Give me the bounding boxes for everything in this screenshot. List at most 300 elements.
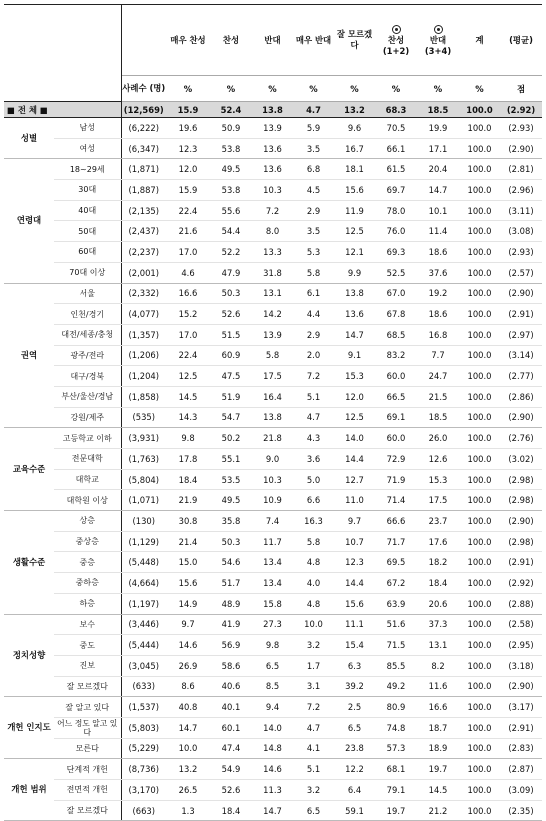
value-cell: 48.9	[210, 593, 252, 614]
sample-size-cell: (1,197)	[121, 593, 166, 614]
table-row	[4, 200, 542, 221]
value-cell: 69.7	[375, 180, 417, 201]
header-col-disagree-sum-label: 반대 (3+4)	[424, 34, 452, 56]
value-cell: 6.5	[293, 800, 334, 821]
value-cell: 100.0	[459, 221, 500, 242]
row-label: 남성	[54, 118, 121, 139]
value-cell: 54.6	[210, 552, 252, 573]
row-label: 진보	[54, 655, 121, 676]
total-cell: 52.4	[210, 102, 252, 118]
value-cell: 14.8	[252, 738, 293, 759]
value-cell: 52.6	[210, 780, 252, 801]
value-cell: 12.6	[417, 449, 459, 470]
group-label: 정치성향	[4, 614, 54, 697]
row-label: 대학교	[54, 469, 121, 490]
value-cell: 19.9	[417, 118, 459, 139]
value-cell: 67.2	[375, 573, 417, 594]
value-cell: 60.1	[210, 717, 252, 738]
unit-cell: %	[293, 76, 334, 102]
value-cell: 18.2	[417, 552, 459, 573]
value-cell: 100.0	[459, 697, 500, 718]
table-row	[4, 573, 542, 594]
value-cell: 22.4	[166, 345, 210, 366]
table-row	[4, 407, 542, 428]
value-cell: 21.9	[166, 490, 210, 511]
value-cell: 4.6	[166, 262, 210, 283]
row-label: 대구/경북	[54, 366, 121, 387]
value-cell: 2.9	[293, 200, 334, 221]
group-label: 성별	[4, 118, 54, 159]
header-row-labels	[4, 5, 542, 76]
value-cell: 18.4	[417, 573, 459, 594]
value-cell: 100.0	[459, 593, 500, 614]
total-cell: 4.7	[293, 102, 334, 118]
value-cell: 1.7	[293, 655, 334, 676]
value-cell: (3.11)	[500, 200, 542, 221]
value-cell: 15.9	[166, 180, 210, 201]
row-label: 부산/울산/경남	[54, 386, 121, 407]
value-cell: 80.9	[375, 697, 417, 718]
circled-dot-icon	[392, 25, 401, 34]
value-cell: 4.7	[293, 717, 334, 738]
value-cell: 13.9	[252, 118, 293, 139]
value-cell: 100.0	[459, 407, 500, 428]
sample-size-cell: (3,045)	[121, 655, 166, 676]
value-cell: 5.1	[293, 759, 334, 780]
value-cell: 60.0	[375, 366, 417, 387]
value-cell: (2.77)	[500, 366, 542, 387]
value-cell: 10.1	[417, 200, 459, 221]
value-cell: 12.0	[166, 159, 210, 180]
value-cell: 13.4	[252, 552, 293, 573]
value-cell: 100.0	[459, 180, 500, 201]
value-cell: 71.7	[375, 531, 417, 552]
table-row	[4, 759, 542, 780]
value-cell: 14.4	[334, 573, 375, 594]
value-cell: 26.9	[166, 655, 210, 676]
row-label: 대전/세종/충청	[54, 324, 121, 345]
value-cell: 16.8	[417, 324, 459, 345]
value-cell: 8.5	[252, 676, 293, 697]
value-cell: 18.5	[417, 407, 459, 428]
value-cell: 19.2	[417, 283, 459, 304]
table-row	[4, 552, 542, 573]
value-cell: 26.5	[166, 780, 210, 801]
value-cell: 51.9	[210, 386, 252, 407]
unit-cell: %	[334, 76, 375, 102]
value-cell: 12.5	[166, 366, 210, 387]
value-cell: 83.2	[375, 345, 417, 366]
value-cell: 18.1	[334, 159, 375, 180]
value-cell: 79.1	[375, 780, 417, 801]
value-cell: 3.5	[293, 221, 334, 242]
table-row	[4, 738, 542, 759]
value-cell: (2.91)	[500, 717, 542, 738]
value-cell: 100.0	[459, 366, 500, 387]
value-cell: 9.0	[252, 449, 293, 470]
total-label: ■ 전 체 ■	[4, 102, 121, 118]
value-cell: 69.5	[375, 552, 417, 573]
table-row	[4, 283, 542, 304]
header-col-very-disagree: 매우 반대	[293, 5, 334, 76]
value-cell: 8.2	[417, 655, 459, 676]
table-row	[4, 242, 542, 263]
value-cell: (2.90)	[500, 676, 542, 697]
unit-cell: %	[166, 76, 210, 102]
value-cell: (3.14)	[500, 345, 542, 366]
table-row	[4, 118, 542, 139]
row-label: 30대	[54, 180, 121, 201]
value-cell: 40.6	[210, 676, 252, 697]
value-cell: (3.08)	[500, 221, 542, 242]
total-cell: 100.0	[459, 102, 500, 118]
value-cell: (2.76)	[500, 428, 542, 449]
value-cell: 14.7	[252, 800, 293, 821]
value-cell: (2.93)	[500, 118, 542, 139]
value-cell: 13.8	[334, 283, 375, 304]
value-cell: 4.8	[293, 593, 334, 614]
value-cell: (2.90)	[500, 138, 542, 159]
value-cell: 13.8	[252, 407, 293, 428]
row-label: 상층	[54, 511, 121, 532]
value-cell: 100.0	[459, 552, 500, 573]
value-cell: 4.3	[293, 428, 334, 449]
value-cell: 14.6	[166, 635, 210, 656]
value-cell: 7.7	[417, 345, 459, 366]
sample-size-cell: (2,332)	[121, 283, 166, 304]
table-row	[4, 490, 542, 511]
value-cell: (2.98)	[500, 490, 542, 511]
value-cell: 11.7	[252, 531, 293, 552]
value-cell: 13.1	[417, 635, 459, 656]
unit-cell: %	[459, 76, 500, 102]
value-cell: 100.0	[459, 717, 500, 738]
value-cell: 15.4	[334, 635, 375, 656]
total-sample: (12,569)	[121, 102, 166, 118]
value-cell: 18.4	[210, 800, 252, 821]
value-cell: 3.6	[293, 449, 334, 470]
value-cell: (3.09)	[500, 780, 542, 801]
value-cell: 21.5	[417, 386, 459, 407]
group-label: 개헌 인지도	[4, 697, 54, 759]
value-cell: 51.6	[375, 614, 417, 635]
sample-size-cell: (2,237)	[121, 242, 166, 263]
value-cell: (2.91)	[500, 552, 542, 573]
value-cell: 71.4	[375, 490, 417, 511]
value-cell: 6.5	[334, 717, 375, 738]
value-cell: 15.6	[334, 593, 375, 614]
value-cell: 52.5	[375, 262, 417, 283]
value-cell: 74.8	[375, 717, 417, 738]
value-cell: 40.8	[166, 697, 210, 718]
value-cell: 54.7	[210, 407, 252, 428]
value-cell: 18.9	[417, 738, 459, 759]
sample-size-cell: (1,204)	[121, 366, 166, 387]
header-col-very-agree: 매우 찬성	[166, 5, 210, 76]
value-cell: 7.2	[293, 697, 334, 718]
value-cell: 10.0	[166, 738, 210, 759]
table-row	[4, 138, 542, 159]
value-cell: (2.97)	[500, 324, 542, 345]
value-cell: 50.3	[210, 283, 252, 304]
value-cell: 26.0	[417, 428, 459, 449]
value-cell: 78.0	[375, 200, 417, 221]
value-cell: 47.9	[210, 262, 252, 283]
value-cell: 55.6	[210, 200, 252, 221]
value-cell: 69.3	[375, 242, 417, 263]
value-cell: 18.4	[166, 469, 210, 490]
value-cell: 50.9	[210, 118, 252, 139]
value-cell: 11.6	[417, 676, 459, 697]
value-cell: 2.9	[293, 324, 334, 345]
value-cell: 100.0	[459, 262, 500, 283]
value-cell: 69.1	[375, 407, 417, 428]
value-cell: 37.6	[417, 262, 459, 283]
table-row	[4, 635, 542, 656]
value-cell: 16.6	[417, 697, 459, 718]
row-label: 모른다	[54, 738, 121, 759]
value-cell: 18.6	[417, 242, 459, 263]
value-cell: 14.2	[252, 304, 293, 325]
row-label: 잘 모르겠다	[54, 676, 121, 697]
value-cell: 15.3	[417, 469, 459, 490]
value-cell: (2.35)	[500, 800, 542, 821]
value-cell: 20.4	[417, 159, 459, 180]
value-cell: 22.4	[166, 200, 210, 221]
value-cell: 23.8	[334, 738, 375, 759]
row-label: 40대	[54, 200, 121, 221]
value-cell: 85.5	[375, 655, 417, 676]
value-cell: (2.90)	[500, 511, 542, 532]
value-cell: (2.57)	[500, 262, 542, 283]
value-cell: 5.1	[293, 386, 334, 407]
value-cell: 68.1	[375, 759, 417, 780]
value-cell: 6.5	[252, 655, 293, 676]
value-cell: 24.7	[417, 366, 459, 387]
unit-cell: %	[417, 76, 459, 102]
value-cell: 6.6	[293, 490, 334, 511]
value-cell: 61.5	[375, 159, 417, 180]
value-cell: 12.1	[334, 242, 375, 263]
value-cell: 20.6	[417, 593, 459, 614]
value-cell: 37.3	[417, 614, 459, 635]
header-col-mean: (평균)	[500, 5, 542, 76]
header-sample-size: 사례수 (명)	[121, 76, 166, 102]
value-cell: 53.5	[210, 469, 252, 490]
value-cell: 14.5	[166, 386, 210, 407]
sample-size-cell: (2,437)	[121, 221, 166, 242]
sample-size-cell: (1,129)	[121, 531, 166, 552]
value-cell: 31.8	[252, 262, 293, 283]
value-cell: 9.9	[334, 262, 375, 283]
value-cell: 51.5	[210, 324, 252, 345]
circled-dot-icon	[434, 25, 443, 34]
total-row	[4, 102, 542, 118]
value-cell: 15.6	[166, 573, 210, 594]
value-cell: 100.0	[459, 800, 500, 821]
value-cell: 21.2	[417, 800, 459, 821]
sample-size-cell: (5,804)	[121, 469, 166, 490]
value-cell: 100.0	[459, 676, 500, 697]
row-label: 잘 알고 있다	[54, 697, 121, 718]
value-cell: 4.4	[293, 304, 334, 325]
unit-cell: %	[252, 76, 293, 102]
value-cell: 100.0	[459, 304, 500, 325]
value-cell: 60.0	[375, 428, 417, 449]
value-cell: 57.3	[375, 738, 417, 759]
row-label: 중도	[54, 635, 121, 656]
value-cell: 4.0	[293, 573, 334, 594]
value-cell: 6.8	[293, 159, 334, 180]
sample-size-cell: (535)	[121, 407, 166, 428]
value-cell: 21.8	[252, 428, 293, 449]
value-cell: 68.5	[375, 324, 417, 345]
value-cell: 4.5	[293, 180, 334, 201]
header-stub-blank-4	[54, 76, 121, 102]
header-col-agree: 찬성	[210, 5, 252, 76]
value-cell: 14.0	[334, 428, 375, 449]
value-cell: 59.1	[334, 800, 375, 821]
value-cell: 7.4	[252, 511, 293, 532]
sample-size-cell: (130)	[121, 511, 166, 532]
unit-cell: 점	[500, 76, 542, 102]
sample-size-cell: (5,448)	[121, 552, 166, 573]
value-cell: (2.90)	[500, 407, 542, 428]
row-label: 중상층	[54, 531, 121, 552]
value-cell: 9.6	[334, 118, 375, 139]
sample-size-cell: (1,206)	[121, 345, 166, 366]
value-cell: 27.3	[252, 614, 293, 635]
value-cell: 19.6	[166, 118, 210, 139]
table-row	[4, 324, 542, 345]
value-cell: 30.8	[166, 511, 210, 532]
value-cell: 100.0	[459, 759, 500, 780]
value-cell: 7.2	[252, 200, 293, 221]
row-label: 대학원 이상	[54, 490, 121, 511]
value-cell: 100.0	[459, 138, 500, 159]
value-cell: 15.8	[252, 593, 293, 614]
value-cell: (2.83)	[500, 738, 542, 759]
value-cell: 6.1	[293, 283, 334, 304]
value-cell: (2.93)	[500, 242, 542, 263]
value-cell: 9.7	[166, 614, 210, 635]
row-label: 보수	[54, 614, 121, 635]
sample-size-cell: (1,537)	[121, 697, 166, 718]
table-row	[4, 366, 542, 387]
value-cell: 6.4	[334, 780, 375, 801]
value-cell: 17.0	[166, 242, 210, 263]
value-cell: 100.0	[459, 655, 500, 676]
value-cell: 5.8	[252, 345, 293, 366]
value-cell: 56.9	[210, 635, 252, 656]
value-cell: 9.4	[252, 697, 293, 718]
table-row	[4, 159, 542, 180]
row-label: 서울	[54, 283, 121, 304]
value-cell: 14.6	[252, 759, 293, 780]
value-cell: 12.2	[334, 759, 375, 780]
value-cell: (2.58)	[500, 614, 542, 635]
total-cell: 15.9	[166, 102, 210, 118]
value-cell: 71.5	[375, 635, 417, 656]
sample-size-cell: (6,222)	[121, 118, 166, 139]
value-cell: 50.2	[210, 428, 252, 449]
value-cell: 13.9	[252, 324, 293, 345]
value-cell: 66.1	[375, 138, 417, 159]
table-row	[4, 469, 542, 490]
value-cell: 16.6	[166, 283, 210, 304]
value-cell: 13.6	[334, 304, 375, 325]
table-row	[4, 180, 542, 201]
row-label: 하층	[54, 593, 121, 614]
value-cell: 4.8	[293, 552, 334, 573]
value-cell: (2.91)	[500, 304, 542, 325]
value-cell: 100.0	[459, 780, 500, 801]
value-cell: 12.3	[166, 138, 210, 159]
value-cell: 52.2	[210, 242, 252, 263]
sample-size-cell: (5,444)	[121, 635, 166, 656]
value-cell: 15.0	[166, 552, 210, 573]
value-cell: 5.9	[293, 118, 334, 139]
row-label: 중하층	[54, 573, 121, 594]
value-cell: 12.0	[334, 386, 375, 407]
sample-size-cell: (6,347)	[121, 138, 166, 159]
table-row	[4, 345, 542, 366]
value-cell: 100.0	[459, 242, 500, 263]
header-col-agree-sum	[375, 5, 417, 76]
table-row	[4, 531, 542, 552]
table-row	[4, 655, 542, 676]
value-cell: 13.6	[252, 138, 293, 159]
header-row-units	[4, 76, 542, 102]
value-cell: (3.18)	[500, 655, 542, 676]
table-row	[4, 717, 542, 738]
value-cell: 12.7	[334, 469, 375, 490]
value-cell: 66.6	[375, 511, 417, 532]
row-label: 중층	[54, 552, 121, 573]
total-cell: 68.3	[375, 102, 417, 118]
value-cell: 100.0	[459, 738, 500, 759]
value-cell: 7.2	[293, 366, 334, 387]
value-cell: 12.5	[334, 221, 375, 242]
header-stub-blank-2	[54, 5, 121, 76]
group-label: 권역	[4, 283, 54, 428]
value-cell: 66.5	[375, 386, 417, 407]
value-cell: 14.5	[417, 780, 459, 801]
group-label: 교육수준	[4, 428, 54, 511]
value-cell: 2.5	[334, 697, 375, 718]
sample-size-cell: (1,071)	[121, 490, 166, 511]
value-cell: 5.8	[293, 531, 334, 552]
value-cell: (2.87)	[500, 759, 542, 780]
sample-size-cell: (4,664)	[121, 573, 166, 594]
total-cell: 13.2	[334, 102, 375, 118]
value-cell: 53.8	[210, 138, 252, 159]
value-cell: 14.3	[166, 407, 210, 428]
value-cell: 51.7	[210, 573, 252, 594]
value-cell: 100.0	[459, 324, 500, 345]
row-label: 여성	[54, 138, 121, 159]
sample-size-cell: (633)	[121, 676, 166, 697]
table-row	[4, 780, 542, 801]
value-cell: 53.8	[210, 180, 252, 201]
value-cell: 49.2	[375, 676, 417, 697]
value-cell: 11.4	[417, 221, 459, 242]
value-cell: 13.6	[252, 159, 293, 180]
sample-size-cell: (4,077)	[121, 304, 166, 325]
value-cell: 10.3	[252, 469, 293, 490]
group-label: 연령대	[4, 159, 54, 283]
value-cell: (2.98)	[500, 469, 542, 490]
